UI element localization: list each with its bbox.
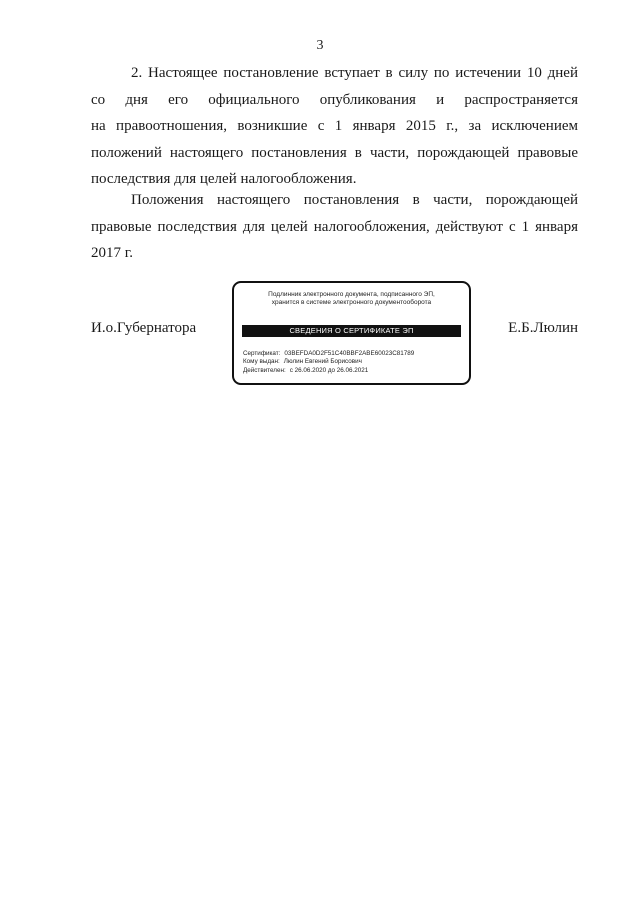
- signer-position: И.о.Губернатора: [91, 320, 197, 336]
- text-line: со дня его официального опубликования и распространяется: [91, 91, 578, 108]
- certificate-label: Сертификат:: [243, 350, 281, 357]
- stamp-details: [243, 350, 414, 375]
- electronic-signature-stamp: [232, 281, 471, 385]
- stamp-title: СВЕДЕНИЯ О СЕРТИФИКАТЕ ЭП: [242, 325, 461, 337]
- issued-to-value: Люлин Евгений Борисович: [283, 358, 362, 366]
- valid-label: Действителен:: [243, 366, 286, 374]
- certificate-value: 03BEFDA0D2F51C40BBF2ABE60023C81789: [284, 350, 415, 357]
- paragraph-effective-date: [91, 60, 578, 193]
- text-line: Положения настоящего постановления в части, порождающей: [131, 192, 578, 208]
- paragraph-tax-provisions: [91, 187, 578, 267]
- stamp-header-line: хранится в системе электронного документооборота: [271, 299, 432, 306]
- valid-row: [243, 367, 414, 375]
- stamp-header-line: Подлинник электронного документа, подписанного ЭП,: [268, 291, 435, 298]
- signer-name: Е.Б.Люлин: [508, 320, 578, 336]
- valid-value: с 26.06.2020 до 26.06.2021: [289, 366, 369, 374]
- page-number: 3: [316, 38, 324, 53]
- text-line: 2017 г.: [91, 245, 133, 261]
- text-line: 2. Настоящее постановление вступает в силу по истечении 10 дней: [131, 65, 578, 81]
- stamp-header: [234, 291, 469, 307]
- text-line: на правоотношения, возникшие с 1 января 2015 г., за исключением: [91, 118, 578, 134]
- issued-to-row: [243, 358, 414, 366]
- text-line: положений настоящего постановления в части, порождающей правовые: [91, 144, 578, 161]
- issued-to-label: Кому выдан:: [243, 358, 280, 366]
- text-line: последствия для целей налогообложения.: [91, 171, 357, 187]
- text-line: правовые последствия для целей налогообложения, действуют с 1 января: [91, 218, 578, 235]
